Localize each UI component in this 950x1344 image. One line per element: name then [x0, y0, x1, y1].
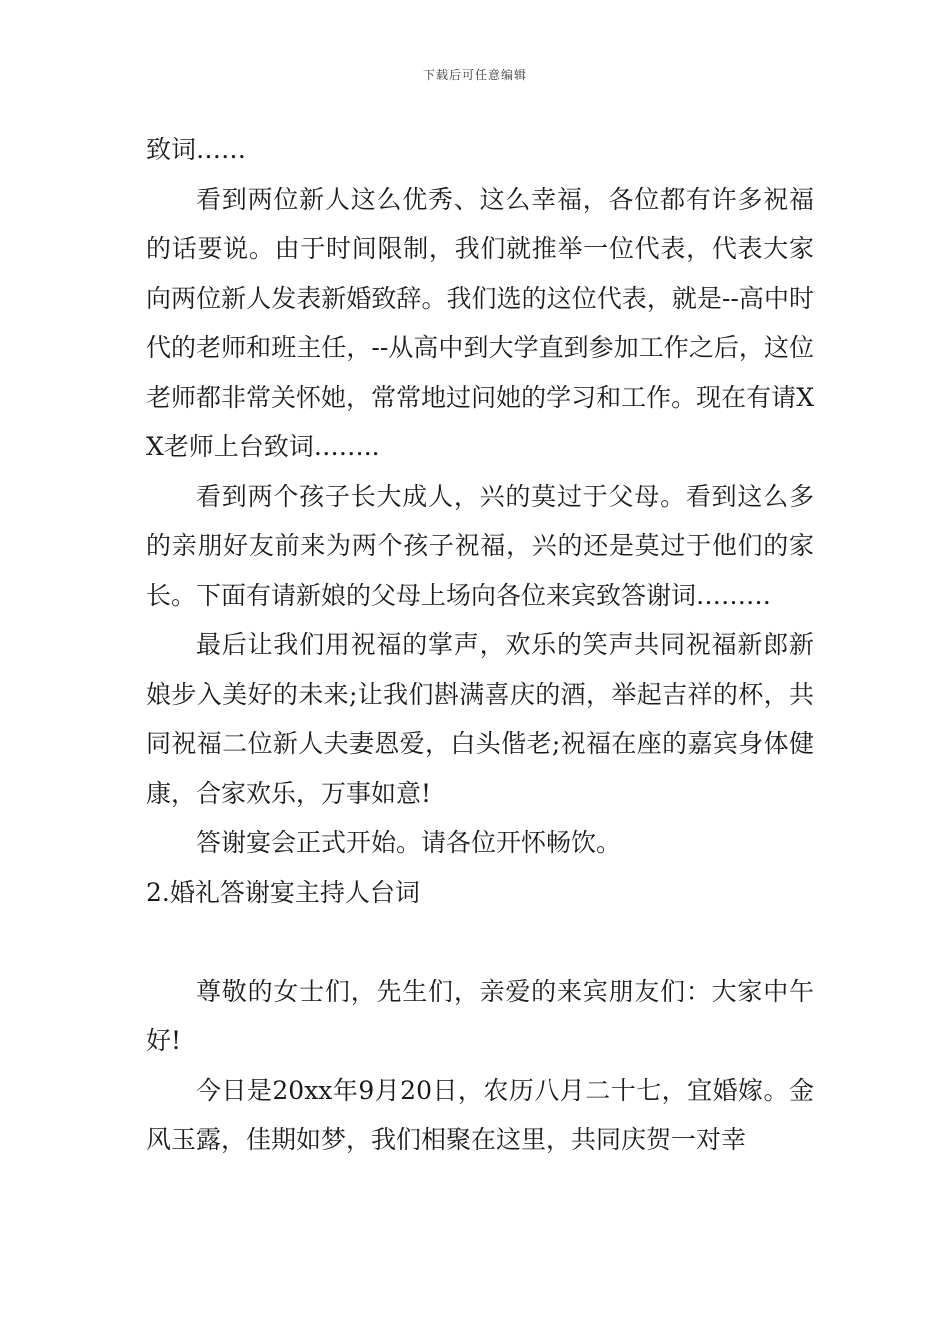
paragraph-greeting: 尊敬的女士们，先生们，亲爱的来宾朋友们：大家中午好! [146, 976, 814, 1055]
document-body [146, 125, 814, 1165]
paragraph-closing-blessing: 最后让我们用祝福的掌声，欢乐的笑声共同祝福新郎新娘步入美好的未来;让我们斟满喜庆的酒，举起吉祥的杯，共同祝福二位新人夫妻恩爱，白头偕老;祝福在座的嘉宾身体健康，合家欢乐，万事如意! [146, 630, 814, 808]
paragraph-banquet-start: 答谢宴会正式开始。请各位开怀畅饮。 [196, 828, 622, 857]
section-heading: 2.婚礼答谢宴主持人台词 [146, 877, 420, 907]
paragraph-date-intro: 今日是20xx年9月20日，农历八月二十七，宜婚嫁。金风玉露，佳期如梦，我们相聚在这里，共同庆贺一对幸 [146, 1075, 814, 1154]
paragraph-parents-thanks: 看到两个孩子长大成人，兴的莫过于父母。看到这么多的亲朋好友前来为两个孩子祝福，兴的还是莫过于他们的家长。下面有请新娘的父母上场向各位来宾致答谢词……… [146, 481, 814, 610]
paragraph-continuation: 致词…… [146, 135, 247, 164]
paragraph-teacher-speech: 看到两位新人这么优秀、这么幸福，各位都有许多祝福的话要说。由于时间限制，我们就推举一位代表，代表大家向两位新人发表新婚致辞。我们选的这位代表，就是--高中时代的老师和班主任，--从高中到大学直到参加工作之后，这位老师都非常关怀她，常常地过问她的学习和工作。现在有请XX老师上台致词…….． [146, 184, 814, 461]
page-header-note: 下载后可任意编辑 [422, 68, 527, 82]
blank-line [146, 917, 814, 967]
